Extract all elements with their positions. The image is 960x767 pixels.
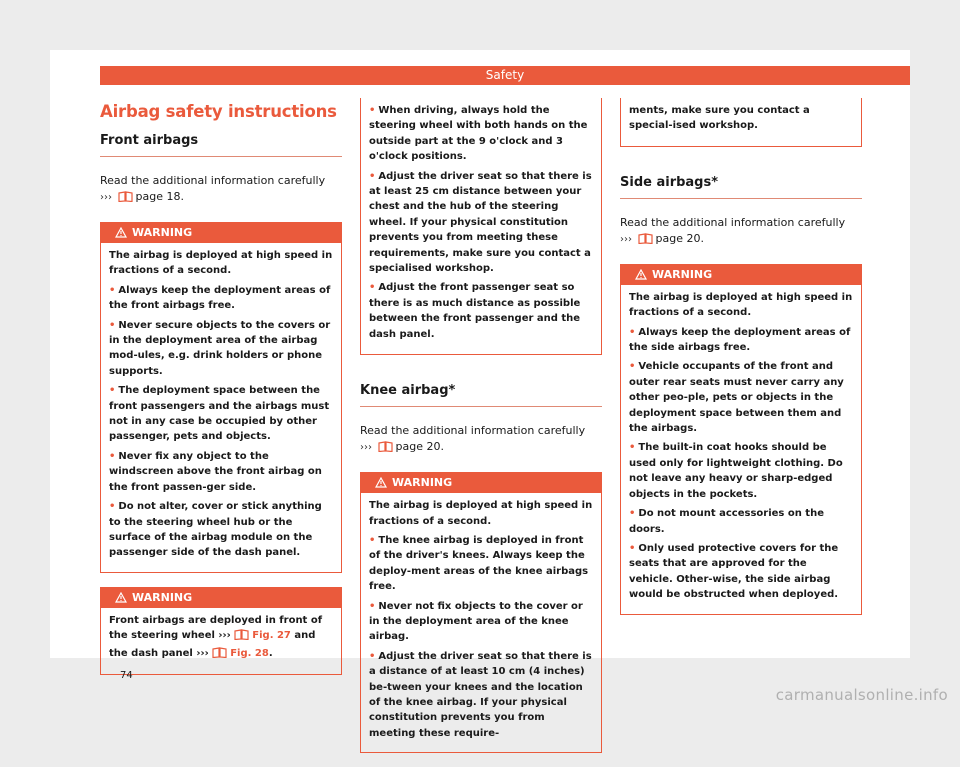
page-reference-link[interactable]: page 18 bbox=[135, 190, 181, 203]
warning-box-front bbox=[100, 222, 342, 573]
book-icon bbox=[212, 647, 227, 663]
warning-triangle-icon bbox=[635, 267, 647, 287]
column-1 bbox=[100, 98, 342, 689]
page-number: 74 bbox=[120, 670, 133, 681]
warning-triangle-icon bbox=[375, 475, 387, 495]
warning-item: • The built-in coat hooks should be used only for lightweight clothing. Do not leave any heavy or sharp-edged objects in the pockets. bbox=[629, 442, 843, 500]
warning-lead: The airbag is deployed at high speed in fractions of a second. bbox=[109, 250, 333, 277]
section-header: Safety bbox=[100, 66, 910, 85]
book-icon bbox=[234, 629, 249, 645]
warning-box-side bbox=[620, 264, 862, 615]
book-icon bbox=[378, 441, 393, 457]
warning-item: • Never fix any object to the windscreen above the front airbag on the front passen-ger side. bbox=[109, 450, 322, 493]
warning-triangle-icon bbox=[115, 225, 127, 245]
warning-body bbox=[361, 493, 601, 752]
warning-item: • The knee airbag is deployed in front of the driver's knees. Always keep the deploy-ment areas of the knee airbags free. bbox=[369, 534, 589, 593]
warning-box-deployment bbox=[100, 587, 342, 675]
warning-text: Front airbags are deployed in front of the steering wheel ››› Fig. 27 and the dash panel ››› Fig. 28. bbox=[109, 613, 333, 663]
knee-airbag-intro: Read the additional information carefully ››› page 20. bbox=[360, 423, 602, 457]
warning-item: • Never not fix objects to the cover or in the deployment area of the knee airbag. bbox=[369, 600, 583, 643]
page-title: Airbag safety instructions bbox=[100, 102, 337, 121]
warning-item: • Never secure objects to the covers or in the deployment area of the airbag mod-ules, e.g. drink holders or phone supports. bbox=[109, 319, 331, 377]
warning-item: • The deployment space between the front passengers and the airbags must not in any case be occupied by other passenger, pets and objects. bbox=[109, 385, 330, 443]
bullet-icon: • bbox=[369, 534, 376, 546]
bullet-icon: • bbox=[369, 282, 376, 294]
nav-arrows: ››› bbox=[218, 630, 231, 642]
warning-header bbox=[621, 265, 861, 285]
warning-body bbox=[621, 285, 861, 614]
watermark: carmanualsonline.info bbox=[775, 686, 948, 704]
warning-continuation-front bbox=[360, 98, 602, 355]
warning-header bbox=[361, 473, 601, 493]
warning-item: • Adjust the driver seat so that there is a distance of at least 10 cm (4 inches) be-tween your knees and the location of the knee airbag. If your physical constitution prevents you from meeting these require- bbox=[369, 650, 592, 739]
bullet-icon: • bbox=[369, 105, 376, 116]
front-airbags-heading: Front airbags bbox=[100, 133, 342, 157]
knee-airbag-heading: Knee airbag* bbox=[360, 383, 602, 407]
warning-item: • Do not mount accessories on the doors. bbox=[629, 508, 824, 535]
intro-text: Read the additional information carefully bbox=[100, 174, 326, 187]
warning-lead: The airbag is deployed at high speed in fractions of a second. bbox=[629, 291, 853, 319]
bullet-icon: • bbox=[109, 501, 116, 513]
warning-label: WARNING bbox=[392, 476, 453, 490]
warning-text: ments, make sure you contact a special-ised workshop. bbox=[629, 105, 810, 132]
nav-arrows: ››› bbox=[360, 442, 372, 454]
side-airbags-heading: Side airbags* bbox=[620, 175, 862, 199]
warning-item: • Do not alter, cover or stick anything to the steering wheel hub or the surface of the airbag module on the passenger side of the dash panel. bbox=[109, 501, 322, 559]
warning-label: WARNING bbox=[132, 226, 193, 239]
bullet-icon: • bbox=[629, 326, 636, 338]
warning-label: WARNING bbox=[132, 590, 193, 604]
warning-body bbox=[101, 608, 341, 674]
warning-item: • Vehicle occupants of the front and outer rear seats must never carry any other peo-ple, pets or objects in the deployment space between them and the airbags. bbox=[629, 361, 844, 435]
warning-item: • Adjust the driver seat so that there is at least 25 cm distance between your chest and the hub of the steering wheel. If your physical constitution prevents you from meeting these requirements, make sure you contact a specialised workshop. bbox=[369, 170, 592, 275]
warning-box-knee bbox=[360, 472, 602, 753]
page-reference-link[interactable]: page 20 bbox=[655, 231, 701, 245]
front-airbags-intro: Read the additional information carefully ››› page 18. bbox=[100, 173, 342, 207]
nav-arrows: ››› bbox=[196, 647, 209, 659]
warning-item: • When driving, always hold the steering wheel with both hands on the outside part at the 9 o'clock and 3 o'clock positions. bbox=[369, 105, 588, 163]
bullet-icon: • bbox=[369, 600, 376, 612]
warning-header bbox=[101, 588, 341, 608]
bullet-icon: • bbox=[369, 170, 376, 182]
warning-lead: The airbag is deployed at high speed in fractions of a second. bbox=[369, 500, 593, 527]
figure-link-27[interactable]: Fig. 27 bbox=[252, 630, 291, 642]
nav-arrows: ››› bbox=[100, 192, 112, 203]
bullet-icon: • bbox=[109, 450, 116, 462]
bullet-icon: • bbox=[109, 385, 116, 397]
warning-label: WARNING bbox=[652, 267, 713, 281]
warning-triangle-icon bbox=[115, 590, 127, 610]
warning-header bbox=[101, 223, 341, 243]
bullet-icon: • bbox=[369, 650, 376, 662]
bullet-icon: • bbox=[629, 508, 636, 520]
warning-item: • Always keep the deployment areas of the front airbags free. bbox=[109, 284, 331, 312]
warning-body bbox=[101, 243, 341, 572]
book-icon bbox=[638, 233, 653, 249]
warning-item: • Only used protective covers for the seats that are approved for the vehicle. Other-wise, the side airbag would be obstructed when deployed. bbox=[629, 542, 839, 601]
warning-continuation-knee bbox=[620, 98, 862, 147]
warning-item: • Adjust the front passenger seat so there is as much distance as possible between the front passenger and the dash panel. bbox=[369, 282, 581, 340]
bullet-icon: • bbox=[109, 284, 116, 296]
column-2 bbox=[360, 98, 602, 767]
figure-link-28[interactable]: Fig. 28 bbox=[230, 647, 269, 659]
bullet-icon: • bbox=[109, 319, 116, 331]
book-icon bbox=[118, 191, 133, 207]
bullet-icon: • bbox=[629, 361, 636, 373]
bullet-icon: • bbox=[629, 542, 636, 554]
bullet-icon: • bbox=[629, 442, 636, 454]
side-airbags-intro: Read the additional information carefully ››› page 20. bbox=[620, 215, 862, 249]
column-3 bbox=[620, 98, 862, 629]
nav-arrows: ››› bbox=[620, 233, 632, 245]
page-reference-link[interactable]: page 20 bbox=[395, 440, 441, 454]
warning-item: • Always keep the deployment areas of the side airbags free. bbox=[629, 326, 851, 354]
